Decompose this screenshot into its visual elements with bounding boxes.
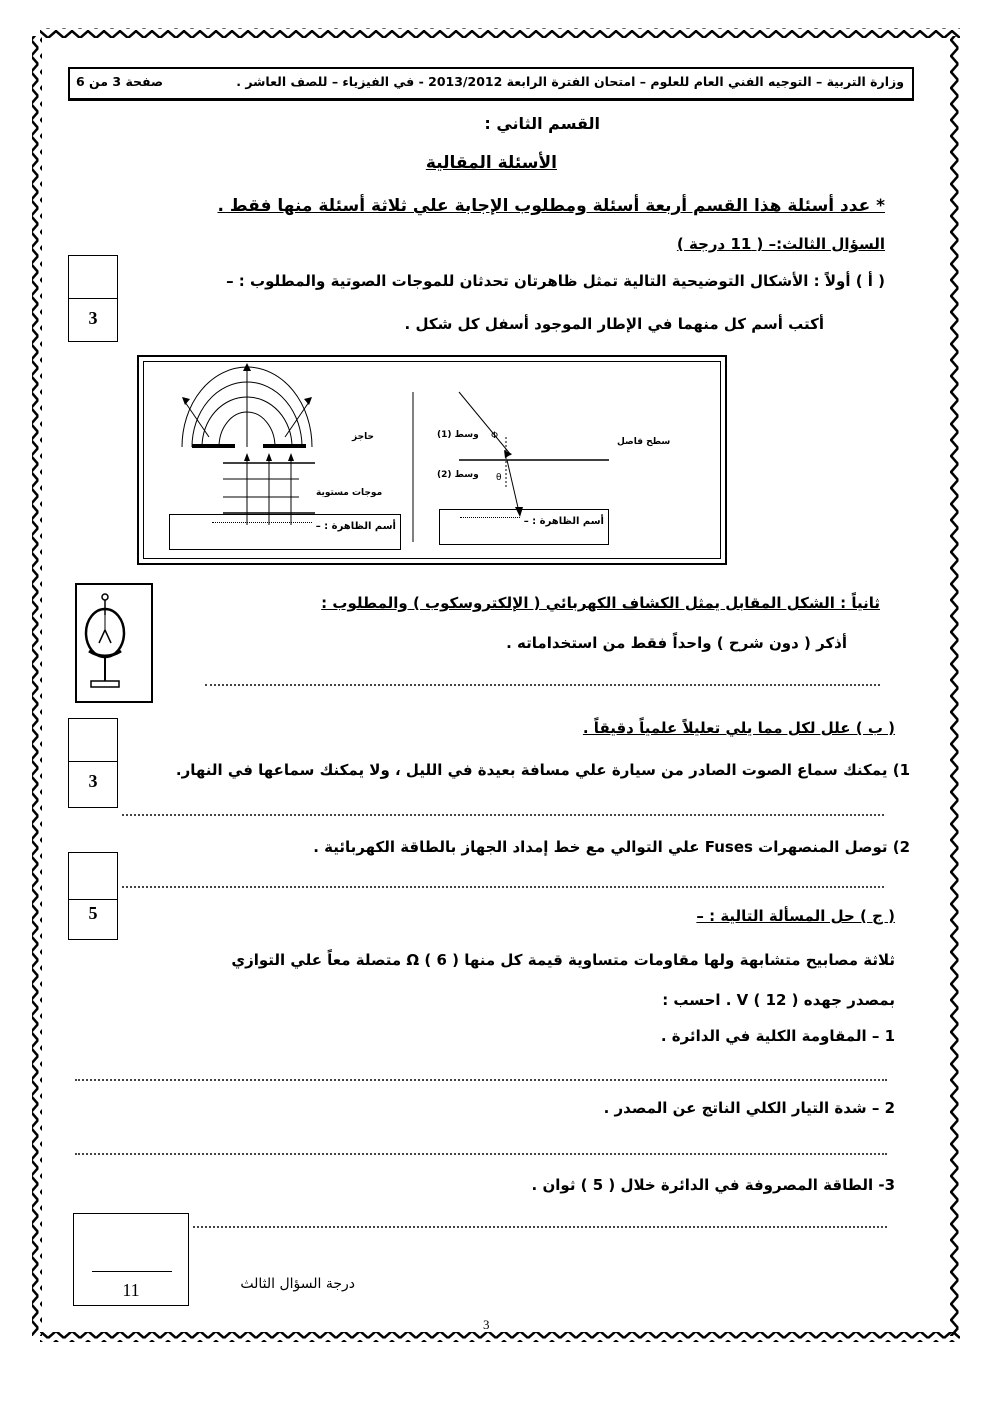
- plane-waves-label: موجات مستوية: [316, 488, 383, 498]
- part-c-item3: 3- الطاقة المصروفة في الدائرة خلال ( 5 ) ثوان .: [531, 1176, 895, 1194]
- part-b-title: ( ب ) علل لكل مما يلي تعليلاً علمياً دقيقاً .: [582, 719, 895, 737]
- answer-line[interactable]: [205, 684, 880, 686]
- part-c-title: ( ج ) حل المسألة التالية : –: [696, 907, 895, 925]
- medium-1-label: وسط (1): [437, 430, 479, 440]
- barrier-label: حاجز: [352, 432, 374, 442]
- header-title: وزارة التربية – التوجيه الفني العام للعلوم – امتحان الفترة الرابعة 2013/2012 - في الفيزياء – للصف العاشر .: [236, 74, 904, 89]
- part-a-second-line2: أذكر ( دون شرح ) واحداً فقط من استخداماته .: [506, 634, 847, 652]
- answer-line[interactable]: [122, 886, 884, 888]
- part-c-line1: ثلاثة مصابيح متشابهة ولها مقاومات متساوية قيمة كل منها Ω ( 6 ) متصلة معاً علي التوازي: [231, 951, 895, 969]
- part-b-item1: 1) يمكنك سماع الصوت الصادر من سيارة علي مسافة بعيدة في الليل ، ولا يمكنك سماعها في النهار.: [175, 761, 910, 779]
- phenomenon-name-box-right[interactable]: أسم الظاهرة : –: [439, 509, 609, 545]
- score-box-part-c: 5: [68, 852, 118, 940]
- page-indicator: صفحة 3 من 6: [76, 74, 164, 89]
- score-box-part-a: 3: [68, 255, 118, 342]
- question-title: السؤال الثالث:– ( 11 درجة ): [676, 235, 885, 253]
- answer-line[interactable]: [75, 1079, 887, 1081]
- part-a-second-line1: ثانياً : الشكل المقابل يمثل الكشاف الكهربائي ( الإلكتروسكوب ) والمطلوب :: [321, 594, 880, 612]
- answer-line[interactable]: [122, 814, 884, 816]
- incidence-angle-label: Φ: [491, 431, 499, 441]
- electroscope-figure: [75, 583, 153, 703]
- interface-label: سطح فاصل: [617, 437, 671, 447]
- part-c-line2: بمصدر جهده V ( 12 ) . احسب :: [662, 991, 895, 1009]
- answer-line[interactable]: [75, 1153, 887, 1155]
- medium-2-label: وسط (2): [437, 470, 479, 480]
- score-box-part-b: 3: [68, 718, 118, 808]
- electroscope-icon: [77, 585, 151, 701]
- section-instruction: * عدد أسئلة هذا القسم أربعة أسئلة ومطلوب الإجابة علي ثلاثة أسئلة منها فقط .: [217, 196, 885, 216]
- section-subtitle: الأسئلة المقالية: [425, 153, 557, 173]
- phenomenon-name-box-left[interactable]: أسم الظاهرة : –: [169, 514, 401, 550]
- refraction-diagram: [459, 392, 609, 517]
- section-title: القسم الثاني :: [484, 114, 600, 133]
- part-a-line1: ( أ ) أولاً : الأشكال التوضيحية التالية تمثل ظاهرتان تحدثان للموجات الصوتية والمطلوب : –: [226, 272, 885, 290]
- diffraction-diagram: [182, 363, 315, 525]
- part-c-item1: 1 – المقاومة الكلية في الدائرة .: [660, 1027, 895, 1045]
- part-c-item2: 2 – شدة التيار الكلي الناتج عن المصدر .: [603, 1099, 895, 1117]
- part-b-item2: 2) توصل المنصهرات Fuses علي التوالي مع خط إمداد الجهاز بالطاقة الكهربائية .: [313, 838, 910, 856]
- page-number: 3: [483, 1317, 490, 1332]
- total-score-box: 11: [73, 1213, 189, 1306]
- page-header: [68, 67, 914, 101]
- part-a-line2: أكتب أسم كل منهما في الإطار الموجود أسفل كل شكل .: [404, 315, 824, 333]
- wave-phenomena-figure: [137, 355, 727, 565]
- answer-line[interactable]: [193, 1226, 887, 1228]
- total-score-label: درجة السؤال الثالث: [240, 1276, 355, 1292]
- refraction-angle-label: θ: [496, 473, 502, 483]
